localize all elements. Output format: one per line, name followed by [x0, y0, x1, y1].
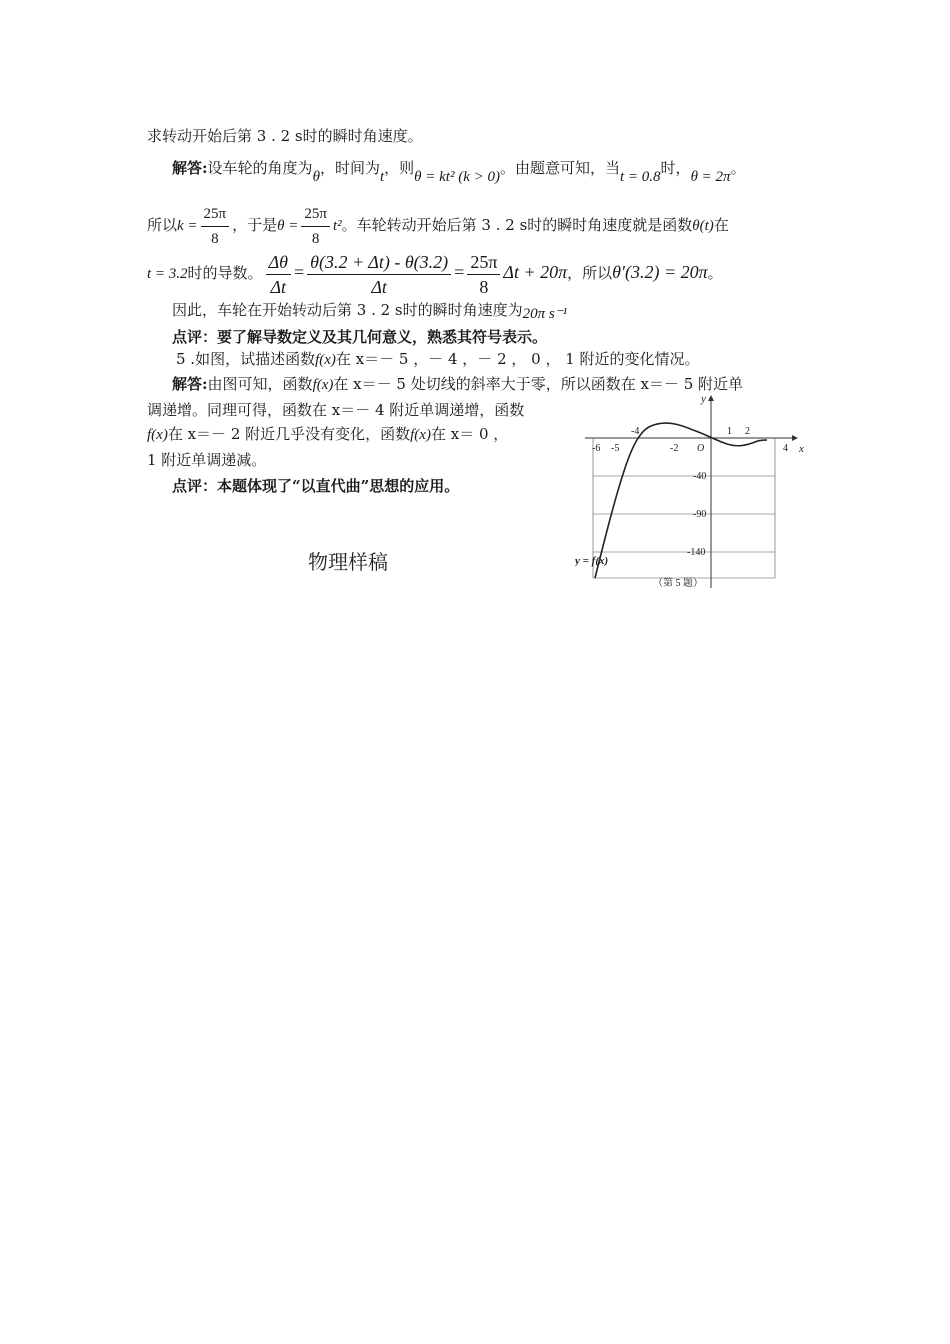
- text: 调递增。同理可得，函数在 x＝－ 4 附近单调递增，函数: [147, 401, 525, 419]
- figure-caption: （第 5 题）: [653, 578, 703, 589]
- math-eq2: t = 0.8: [620, 169, 661, 185]
- x-tick: -4: [631, 426, 640, 437]
- text: ，于是: [232, 216, 278, 234]
- y-axis-label: y: [701, 393, 706, 405]
- text: 点评：本题体现了“以直代曲”思想的应用。: [172, 477, 460, 495]
- denominator: 8: [479, 276, 489, 297]
- text: 时的导数。: [187, 264, 263, 282]
- answer-5-line-4: [147, 450, 266, 470]
- math-theta: θ: [312, 169, 320, 185]
- answer-5-line-3: [147, 424, 508, 445]
- numerator: 25π: [467, 252, 500, 275]
- text: 求转动开始后第 3 . 2 s时的瞬时角速度。: [147, 127, 423, 145]
- x-tick: 2: [745, 426, 750, 437]
- text: ，则: [384, 159, 415, 177]
- text: 5 .如图，试描述函数: [176, 350, 316, 368]
- math-func: θ(t): [692, 218, 714, 234]
- text: 1 附近单调递减。: [147, 451, 267, 469]
- text: 在 x＝－ 5 ，－ 4 ，－ 2 ， 0 ， 1 附近的变化情况。: [335, 350, 700, 368]
- comment-2: [172, 476, 459, 496]
- function-graph-figure: [575, 388, 810, 593]
- watermark: 物理样稿: [308, 550, 388, 574]
- text: ，时间为: [319, 159, 380, 177]
- fraction: [301, 204, 330, 249]
- numerator: θ(3.2 + Δt) - θ(3.2): [307, 252, 451, 275]
- denominator: Δt: [270, 276, 287, 297]
- fraction-coef: [467, 252, 500, 297]
- x-tick: 4: [783, 443, 788, 454]
- fraction-difference: [307, 252, 451, 297]
- math-t-squared: t²: [332, 218, 342, 234]
- denominator: Δt: [371, 276, 387, 297]
- text: 在: [713, 216, 729, 234]
- text: 。车轮转动开始后第 3 . 2 s时的瞬时角速度就是函数: [341, 216, 693, 234]
- grid: [593, 438, 775, 578]
- fraction: [201, 204, 230, 249]
- text: 因此，车轮在开始转动后第 3 . 2 s时的瞬时角速度为: [172, 301, 523, 319]
- math-fx: f(x): [312, 377, 334, 393]
- x-tick: 1: [727, 426, 732, 437]
- math-fx: f(x): [147, 427, 168, 443]
- text: 。由题意可知，当: [499, 159, 620, 177]
- denominator: 8: [311, 230, 320, 247]
- curve: [595, 423, 767, 578]
- y-tick: -140: [687, 547, 706, 558]
- x-tick: -2: [670, 443, 679, 454]
- answer-5-line-2: [147, 400, 524, 420]
- text: 由图可知，函数: [207, 375, 313, 393]
- math-fx: f(x): [410, 427, 431, 443]
- answer-label: 解答:: [172, 159, 208, 177]
- text: 。: [707, 264, 723, 282]
- text: 在 x＝－ 2 附近几乎没有变化，函数: [167, 425, 411, 443]
- numerator: 25π: [201, 204, 230, 227]
- paragraph-2: [147, 203, 729, 249]
- text: 。: [730, 159, 746, 177]
- text: 点评：要了解导数定义及其几何意义，熟悉其符号表示。: [172, 328, 548, 346]
- text: 所以: [147, 216, 178, 234]
- text: ，所以: [567, 264, 613, 282]
- math-t: t: [379, 169, 385, 185]
- text: 时，: [660, 159, 691, 177]
- function-graph: [575, 388, 810, 593]
- math-tail: Δt + 20π: [503, 262, 568, 282]
- denominator: 8: [211, 230, 219, 247]
- paragraph-4: [172, 300, 567, 321]
- text: 设车轮的角度为: [207, 159, 313, 177]
- paragraph-answer-1: [172, 158, 746, 185]
- y-tick: -40: [693, 471, 707, 482]
- math-eq1: θ = kt² (k > 0): [414, 169, 500, 185]
- math-eq3: θ = 2π: [690, 169, 731, 185]
- comment-1: [172, 327, 547, 347]
- x-tick: -5: [611, 443, 620, 454]
- math-k: k =: [177, 218, 198, 234]
- paragraph-3: t = 3.2时的导数。 $\frac{\Delta\theta}{\Delta t}$ = $\frac{\theta(3.2 + \Delta t) - \theta(3.2)}{\Delta t}$ = $\frac{25\pi}{8}$ Δt + 20π，所以θ′(3.2) = 20π。: [147, 251, 723, 297]
- x-axis-label: x: [799, 443, 804, 455]
- math-value: 20π s⁻¹: [522, 306, 568, 322]
- y-tick: -90: [693, 509, 707, 520]
- fraction-delta: [266, 252, 291, 297]
- origin-label: O: [697, 443, 705, 454]
- math-result: θ′(3.2) = 20π: [612, 262, 708, 282]
- question-5: [176, 349, 700, 370]
- math-tval: t = 3.2: [147, 266, 188, 282]
- x-tick: -6: [592, 443, 601, 454]
- text: 在 x＝ 0 ，: [430, 425, 509, 443]
- line-1: [147, 126, 423, 146]
- text: 在 x＝－ 5 处切线的斜率大于零，所以函数在 x＝－ 5 附近单: [333, 375, 744, 393]
- numerator: 25π: [301, 204, 330, 227]
- math-theta-eq: θ =: [277, 218, 299, 234]
- curve-label: y = f(x): [575, 555, 609, 567]
- math-fx: f(x): [315, 352, 336, 368]
- numerator: Δθ: [266, 252, 291, 275]
- answer-label: 解答:: [172, 375, 208, 393]
